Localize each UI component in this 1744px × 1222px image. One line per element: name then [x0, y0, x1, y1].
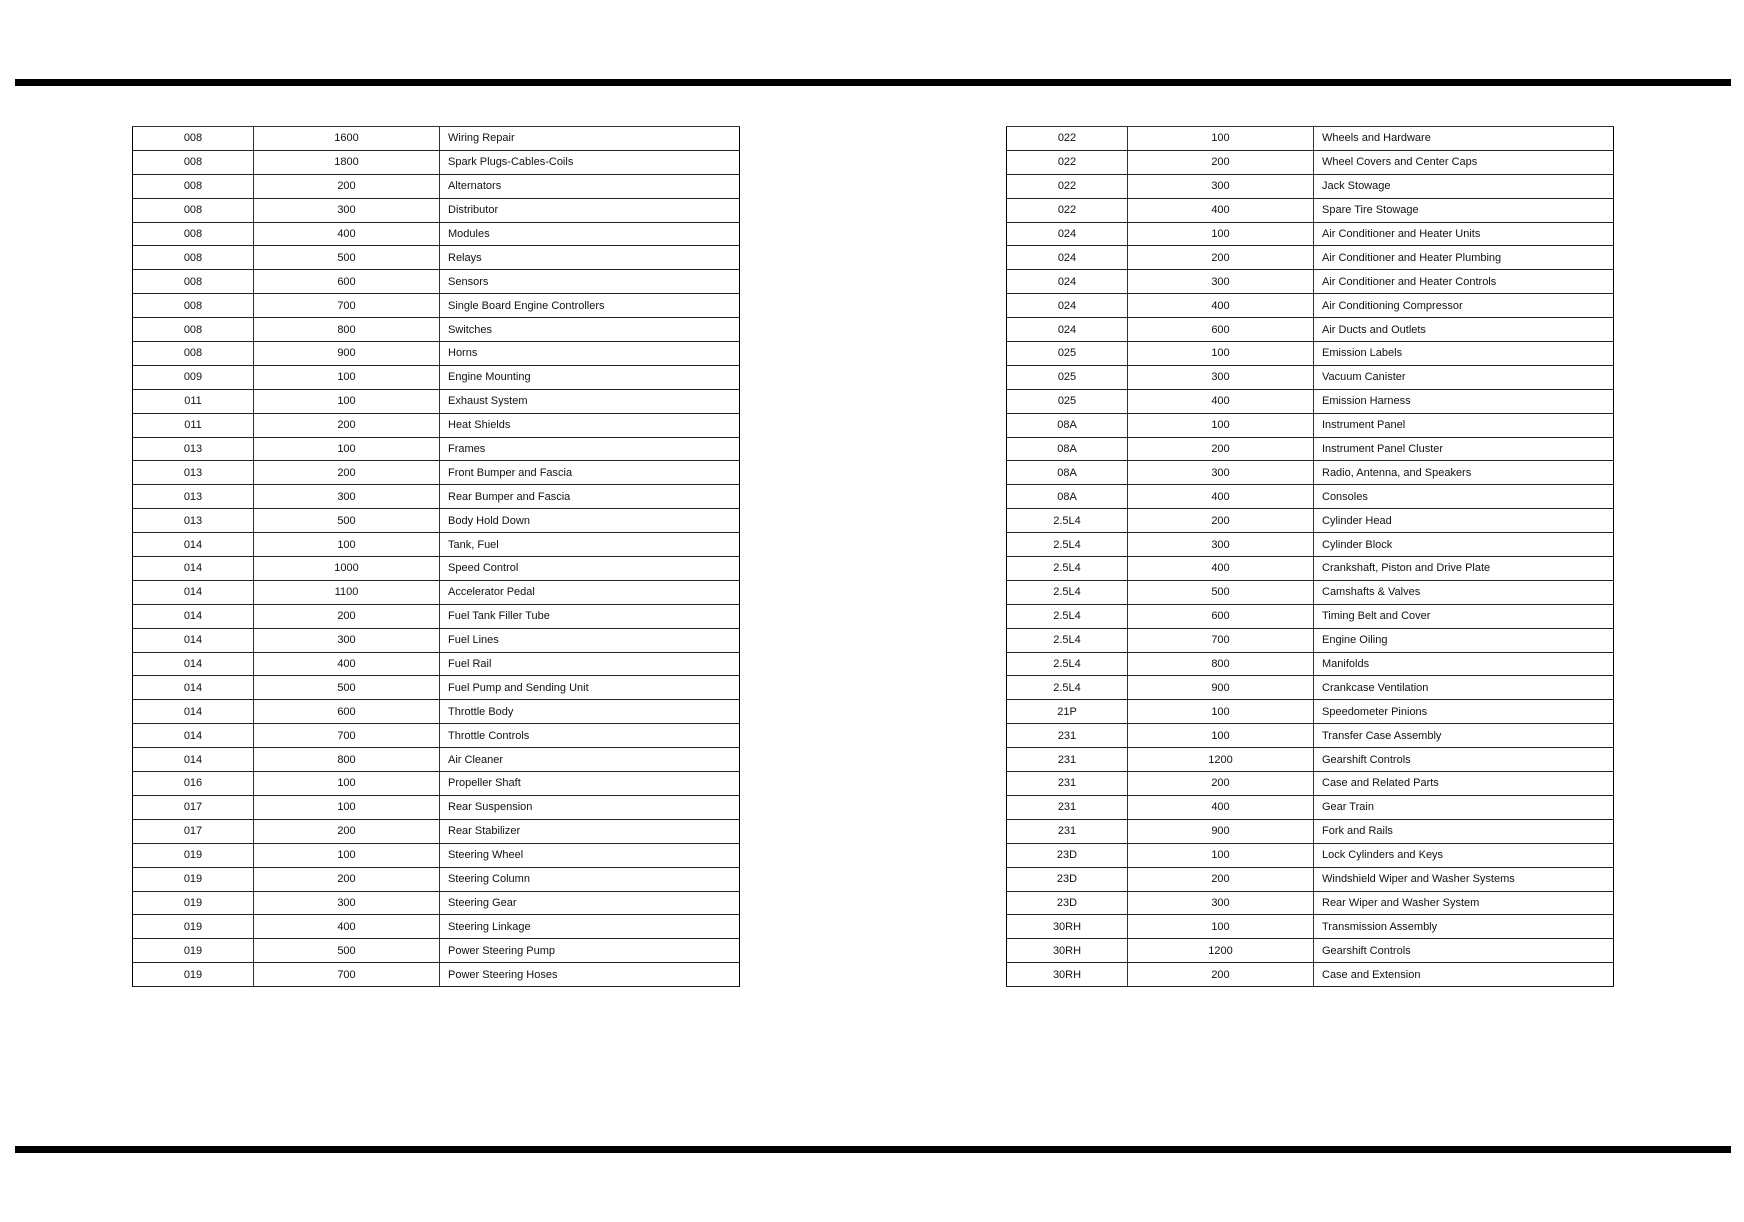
table-row — [1007, 652, 1614, 676]
table-row — [133, 533, 740, 557]
table-row — [1007, 413, 1614, 437]
group-cell: 019 — [133, 915, 254, 939]
table-row — [1007, 127, 1614, 151]
table-row — [1007, 342, 1614, 366]
code-cell: 1800 — [254, 150, 440, 174]
description-cell: Distributor — [440, 198, 740, 222]
code-cell: 1600 — [254, 127, 440, 151]
description-cell: Spark Plugs-Cables-Coils — [440, 150, 740, 174]
table-row — [133, 365, 740, 389]
description-cell: Gearshift Controls — [1314, 939, 1614, 963]
code-cell: 700 — [254, 724, 440, 748]
table-row — [1007, 318, 1614, 342]
table-row — [1007, 700, 1614, 724]
group-cell: 231 — [1007, 724, 1128, 748]
group-cell: 2.5L4 — [1007, 628, 1128, 652]
group-cell: 08A — [1007, 413, 1128, 437]
table-row — [133, 843, 740, 867]
group-cell: 009 — [133, 365, 254, 389]
group-cell: 014 — [133, 652, 254, 676]
table-row — [1007, 772, 1614, 796]
table-row — [1007, 891, 1614, 915]
table-row — [133, 748, 740, 772]
table-row — [1007, 437, 1614, 461]
description-cell: Emission Harness — [1314, 389, 1614, 413]
table-row — [133, 127, 740, 151]
table-row — [1007, 509, 1614, 533]
group-cell: 231 — [1007, 795, 1128, 819]
description-cell: Timing Belt and Cover — [1314, 604, 1614, 628]
code-cell: 400 — [1128, 795, 1314, 819]
code-cell: 300 — [254, 485, 440, 509]
description-cell: Switches — [440, 318, 740, 342]
code-cell: 900 — [254, 342, 440, 366]
description-cell: Speedometer Pinions — [1314, 700, 1614, 724]
code-cell: 200 — [1128, 509, 1314, 533]
code-cell: 300 — [254, 198, 440, 222]
code-cell: 800 — [254, 748, 440, 772]
group-cell: 019 — [133, 843, 254, 867]
group-cell: 008 — [133, 270, 254, 294]
table-row — [1007, 174, 1614, 198]
table-row — [133, 772, 740, 796]
code-cell: 1200 — [1128, 748, 1314, 772]
table-row — [133, 246, 740, 270]
description-cell: Rear Stabilizer — [440, 819, 740, 843]
group-cell: 019 — [133, 867, 254, 891]
description-cell: Power Steering Pump — [440, 939, 740, 963]
group-cell: 014 — [133, 628, 254, 652]
description-cell: Rear Bumper and Fascia — [440, 485, 740, 509]
code-cell: 500 — [254, 939, 440, 963]
table-row — [1007, 580, 1614, 604]
table-row — [1007, 222, 1614, 246]
code-cell: 600 — [1128, 604, 1314, 628]
group-cell: 013 — [133, 485, 254, 509]
code-cell: 300 — [254, 891, 440, 915]
group-cell: 231 — [1007, 748, 1128, 772]
code-cell: 100 — [1128, 127, 1314, 151]
table-row — [133, 628, 740, 652]
group-cell: 024 — [1007, 294, 1128, 318]
description-cell: Vacuum Canister — [1314, 365, 1614, 389]
description-cell: Tank, Fuel — [440, 533, 740, 557]
code-cell: 100 — [1128, 413, 1314, 437]
top-rule — [15, 79, 1731, 86]
table-row — [133, 604, 740, 628]
table-row — [1007, 963, 1614, 987]
table-row — [133, 891, 740, 915]
table-row — [1007, 246, 1614, 270]
description-cell: Body Hold Down — [440, 509, 740, 533]
table-row — [133, 342, 740, 366]
table-row — [1007, 365, 1614, 389]
table-row — [133, 700, 740, 724]
code-cell: 100 — [1128, 843, 1314, 867]
description-cell: Instrument Panel Cluster — [1314, 437, 1614, 461]
description-cell: Engine Mounting — [440, 365, 740, 389]
code-cell: 200 — [254, 604, 440, 628]
group-cell: 2.5L4 — [1007, 676, 1128, 700]
group-cell: 024 — [1007, 318, 1128, 342]
code-cell: 200 — [254, 461, 440, 485]
group-cell: 008 — [133, 174, 254, 198]
code-cell: 300 — [1128, 533, 1314, 557]
description-cell: Fork and Rails — [1314, 819, 1614, 843]
description-cell: Gearshift Controls — [1314, 748, 1614, 772]
code-cell: 100 — [254, 365, 440, 389]
group-cell: 013 — [133, 461, 254, 485]
group-cell: 30RH — [1007, 915, 1128, 939]
group-cell: 2.5L4 — [1007, 533, 1128, 557]
table-row — [133, 318, 740, 342]
table-row — [1007, 724, 1614, 748]
description-cell: Horns — [440, 342, 740, 366]
description-cell: Camshafts & Valves — [1314, 580, 1614, 604]
code-cell: 700 — [254, 294, 440, 318]
group-cell: 008 — [133, 246, 254, 270]
code-cell: 200 — [1128, 772, 1314, 796]
table-row — [133, 294, 740, 318]
table-row — [1007, 604, 1614, 628]
description-cell: Transmission Assembly — [1314, 915, 1614, 939]
table-row — [133, 509, 740, 533]
code-cell: 300 — [1128, 174, 1314, 198]
code-cell: 300 — [1128, 891, 1314, 915]
group-cell: 231 — [1007, 772, 1128, 796]
code-cell: 800 — [254, 318, 440, 342]
group-cell: 022 — [1007, 198, 1128, 222]
code-cell: 500 — [254, 676, 440, 700]
table-row — [133, 270, 740, 294]
table-row — [1007, 485, 1614, 509]
description-cell: Throttle Controls — [440, 724, 740, 748]
group-cell: 08A — [1007, 485, 1128, 509]
code-cell: 400 — [1128, 198, 1314, 222]
description-cell: Sensors — [440, 270, 740, 294]
group-cell: 025 — [1007, 389, 1128, 413]
table-row — [133, 222, 740, 246]
left-index-table — [132, 126, 740, 987]
description-cell: Steering Wheel — [440, 843, 740, 867]
group-cell: 024 — [1007, 222, 1128, 246]
code-cell: 400 — [254, 915, 440, 939]
description-cell: Cylinder Head — [1314, 509, 1614, 533]
code-cell: 400 — [254, 652, 440, 676]
code-cell: 500 — [254, 246, 440, 270]
group-cell: 008 — [133, 342, 254, 366]
group-cell: 025 — [1007, 365, 1128, 389]
code-cell: 600 — [254, 700, 440, 724]
code-cell: 300 — [1128, 270, 1314, 294]
code-cell: 100 — [254, 843, 440, 867]
description-cell: Power Steering Hoses — [440, 963, 740, 987]
code-cell: 100 — [1128, 342, 1314, 366]
table-row — [133, 915, 740, 939]
description-cell: Lock Cylinders and Keys — [1314, 843, 1614, 867]
group-cell: 025 — [1007, 342, 1128, 366]
group-cell: 008 — [133, 198, 254, 222]
table-row — [1007, 294, 1614, 318]
table-row — [1007, 867, 1614, 891]
group-cell: 008 — [133, 318, 254, 342]
description-cell: Air Conditioner and Heater Plumbing — [1314, 246, 1614, 270]
group-cell: 23D — [1007, 891, 1128, 915]
code-cell: 700 — [1128, 628, 1314, 652]
group-cell: 23D — [1007, 867, 1128, 891]
description-cell: Steering Column — [440, 867, 740, 891]
group-cell: 23D — [1007, 843, 1128, 867]
group-cell: 022 — [1007, 150, 1128, 174]
description-cell: Transfer Case Assembly — [1314, 724, 1614, 748]
code-cell: 800 — [1128, 652, 1314, 676]
code-cell: 400 — [1128, 294, 1314, 318]
code-cell: 200 — [1128, 246, 1314, 270]
group-cell: 019 — [133, 963, 254, 987]
group-cell: 024 — [1007, 246, 1128, 270]
table-row — [133, 437, 740, 461]
code-cell: 100 — [1128, 222, 1314, 246]
code-cell: 600 — [1128, 318, 1314, 342]
table-row — [1007, 795, 1614, 819]
group-cell: 011 — [133, 389, 254, 413]
description-cell: Fuel Lines — [440, 628, 740, 652]
group-cell: 014 — [133, 724, 254, 748]
group-cell: 2.5L4 — [1007, 557, 1128, 581]
description-cell: Wheels and Hardware — [1314, 127, 1614, 151]
group-cell: 30RH — [1007, 939, 1128, 963]
table-row — [133, 867, 740, 891]
code-cell: 100 — [254, 437, 440, 461]
code-cell: 200 — [1128, 963, 1314, 987]
right-table-body — [1007, 127, 1614, 987]
table-row — [1007, 628, 1614, 652]
description-cell: Radio, Antenna, and Speakers — [1314, 461, 1614, 485]
table-row — [133, 150, 740, 174]
group-cell: 014 — [133, 533, 254, 557]
table-row — [1007, 939, 1614, 963]
table-row — [133, 795, 740, 819]
group-cell: 013 — [133, 509, 254, 533]
description-cell: Fuel Pump and Sending Unit — [440, 676, 740, 700]
description-cell: Air Cleaner — [440, 748, 740, 772]
code-cell: 100 — [1128, 700, 1314, 724]
code-cell: 200 — [254, 413, 440, 437]
bottom-rule — [15, 1146, 1731, 1153]
description-cell: Wiring Repair — [440, 127, 740, 151]
group-cell: 014 — [133, 557, 254, 581]
description-cell: Accelerator Pedal — [440, 580, 740, 604]
code-cell: 900 — [1128, 676, 1314, 700]
code-cell: 400 — [1128, 557, 1314, 581]
description-cell: Relays — [440, 246, 740, 270]
code-cell: 100 — [254, 772, 440, 796]
code-cell: 100 — [1128, 915, 1314, 939]
description-cell: Manifolds — [1314, 652, 1614, 676]
description-cell: Front Bumper and Fascia — [440, 461, 740, 485]
code-cell: 700 — [254, 963, 440, 987]
group-cell: 019 — [133, 891, 254, 915]
group-cell: 014 — [133, 580, 254, 604]
group-cell: 022 — [1007, 127, 1128, 151]
description-cell: Fuel Tank Filler Tube — [440, 604, 740, 628]
table-row — [133, 580, 740, 604]
code-cell: 600 — [254, 270, 440, 294]
group-cell: 017 — [133, 819, 254, 843]
group-cell: 30RH — [1007, 963, 1128, 987]
description-cell: Wheel Covers and Center Caps — [1314, 150, 1614, 174]
table-row — [133, 174, 740, 198]
code-cell: 200 — [254, 174, 440, 198]
table-row — [133, 676, 740, 700]
description-cell: Speed Control — [440, 557, 740, 581]
description-cell: Case and Extension — [1314, 963, 1614, 987]
description-cell: Case and Related Parts — [1314, 772, 1614, 796]
group-cell: 008 — [133, 150, 254, 174]
table-row — [133, 485, 740, 509]
group-cell: 014 — [133, 604, 254, 628]
left-table-body — [133, 127, 740, 987]
group-cell: 014 — [133, 700, 254, 724]
code-cell: 200 — [254, 867, 440, 891]
group-cell: 2.5L4 — [1007, 509, 1128, 533]
group-cell: 2.5L4 — [1007, 652, 1128, 676]
code-cell: 900 — [1128, 819, 1314, 843]
code-cell: 1200 — [1128, 939, 1314, 963]
description-cell: Exhaust System — [440, 389, 740, 413]
table-row — [133, 461, 740, 485]
code-cell: 500 — [1128, 580, 1314, 604]
description-cell: Rear Suspension — [440, 795, 740, 819]
table-row — [133, 198, 740, 222]
description-cell: Rear Wiper and Washer System — [1314, 891, 1614, 915]
code-cell: 300 — [254, 628, 440, 652]
group-cell: 014 — [133, 748, 254, 772]
description-cell: Single Board Engine Controllers — [440, 294, 740, 318]
code-cell: 400 — [254, 222, 440, 246]
table-row — [1007, 676, 1614, 700]
code-cell: 400 — [1128, 389, 1314, 413]
table-row — [1007, 198, 1614, 222]
table-row — [133, 389, 740, 413]
description-cell: Fuel Rail — [440, 652, 740, 676]
table-row — [133, 963, 740, 987]
table-row — [1007, 843, 1614, 867]
code-cell: 200 — [1128, 150, 1314, 174]
group-cell: 022 — [1007, 174, 1128, 198]
table-row — [133, 557, 740, 581]
table-row — [1007, 461, 1614, 485]
table-row — [1007, 819, 1614, 843]
description-cell: Gear Train — [1314, 795, 1614, 819]
description-cell: Consoles — [1314, 485, 1614, 509]
group-cell: 011 — [133, 413, 254, 437]
description-cell: Spare Tire Stowage — [1314, 198, 1614, 222]
code-cell: 100 — [1128, 724, 1314, 748]
code-cell: 100 — [254, 389, 440, 413]
description-cell: Air Conditioner and Heater Controls — [1314, 270, 1614, 294]
code-cell: 300 — [1128, 365, 1314, 389]
description-cell: Steering Gear — [440, 891, 740, 915]
table-row — [133, 939, 740, 963]
description-cell: Windshield Wiper and Washer Systems — [1314, 867, 1614, 891]
table-row — [1007, 270, 1614, 294]
table-row — [1007, 748, 1614, 772]
group-cell: 08A — [1007, 461, 1128, 485]
description-cell: Modules — [440, 222, 740, 246]
group-cell: 2.5L4 — [1007, 604, 1128, 628]
description-cell: Instrument Panel — [1314, 413, 1614, 437]
table-row — [1007, 915, 1614, 939]
description-cell: Cylinder Block — [1314, 533, 1614, 557]
description-cell: Air Ducts and Outlets — [1314, 318, 1614, 342]
description-cell: Jack Stowage — [1314, 174, 1614, 198]
group-cell: 013 — [133, 437, 254, 461]
group-cell: 2.5L4 — [1007, 580, 1128, 604]
description-cell: Frames — [440, 437, 740, 461]
group-cell: 008 — [133, 127, 254, 151]
code-cell: 100 — [254, 533, 440, 557]
code-cell: 300 — [1128, 461, 1314, 485]
table-row — [1007, 150, 1614, 174]
table-row — [133, 819, 740, 843]
code-cell: 200 — [254, 819, 440, 843]
group-cell: 008 — [133, 294, 254, 318]
table-row — [1007, 557, 1614, 581]
description-cell: Crankshaft, Piston and Drive Plate — [1314, 557, 1614, 581]
description-cell: Crankcase Ventilation — [1314, 676, 1614, 700]
description-cell: Air Conditioner and Heater Units — [1314, 222, 1614, 246]
description-cell: Air Conditioning Compressor — [1314, 294, 1614, 318]
group-cell: 017 — [133, 795, 254, 819]
description-cell: Emission Labels — [1314, 342, 1614, 366]
code-cell: 200 — [1128, 437, 1314, 461]
description-cell: Steering Linkage — [440, 915, 740, 939]
group-cell: 019 — [133, 939, 254, 963]
code-cell: 100 — [254, 795, 440, 819]
right-index-table — [1006, 126, 1614, 987]
code-cell: 1000 — [254, 557, 440, 581]
group-cell: 08A — [1007, 437, 1128, 461]
code-cell: 500 — [254, 509, 440, 533]
table-row — [1007, 389, 1614, 413]
description-cell: Alternators — [440, 174, 740, 198]
code-cell: 1100 — [254, 580, 440, 604]
description-cell: Heat Shields — [440, 413, 740, 437]
table-row — [1007, 533, 1614, 557]
group-cell: 21P — [1007, 700, 1128, 724]
group-cell: 016 — [133, 772, 254, 796]
description-cell: Throttle Body — [440, 700, 740, 724]
table-row — [133, 413, 740, 437]
group-cell: 014 — [133, 676, 254, 700]
group-cell: 008 — [133, 222, 254, 246]
description-cell: Engine Oiling — [1314, 628, 1614, 652]
code-cell: 200 — [1128, 867, 1314, 891]
description-cell: Propeller Shaft — [440, 772, 740, 796]
group-cell: 231 — [1007, 819, 1128, 843]
table-row — [133, 724, 740, 748]
group-cell: 024 — [1007, 270, 1128, 294]
table-row — [133, 652, 740, 676]
code-cell: 400 — [1128, 485, 1314, 509]
